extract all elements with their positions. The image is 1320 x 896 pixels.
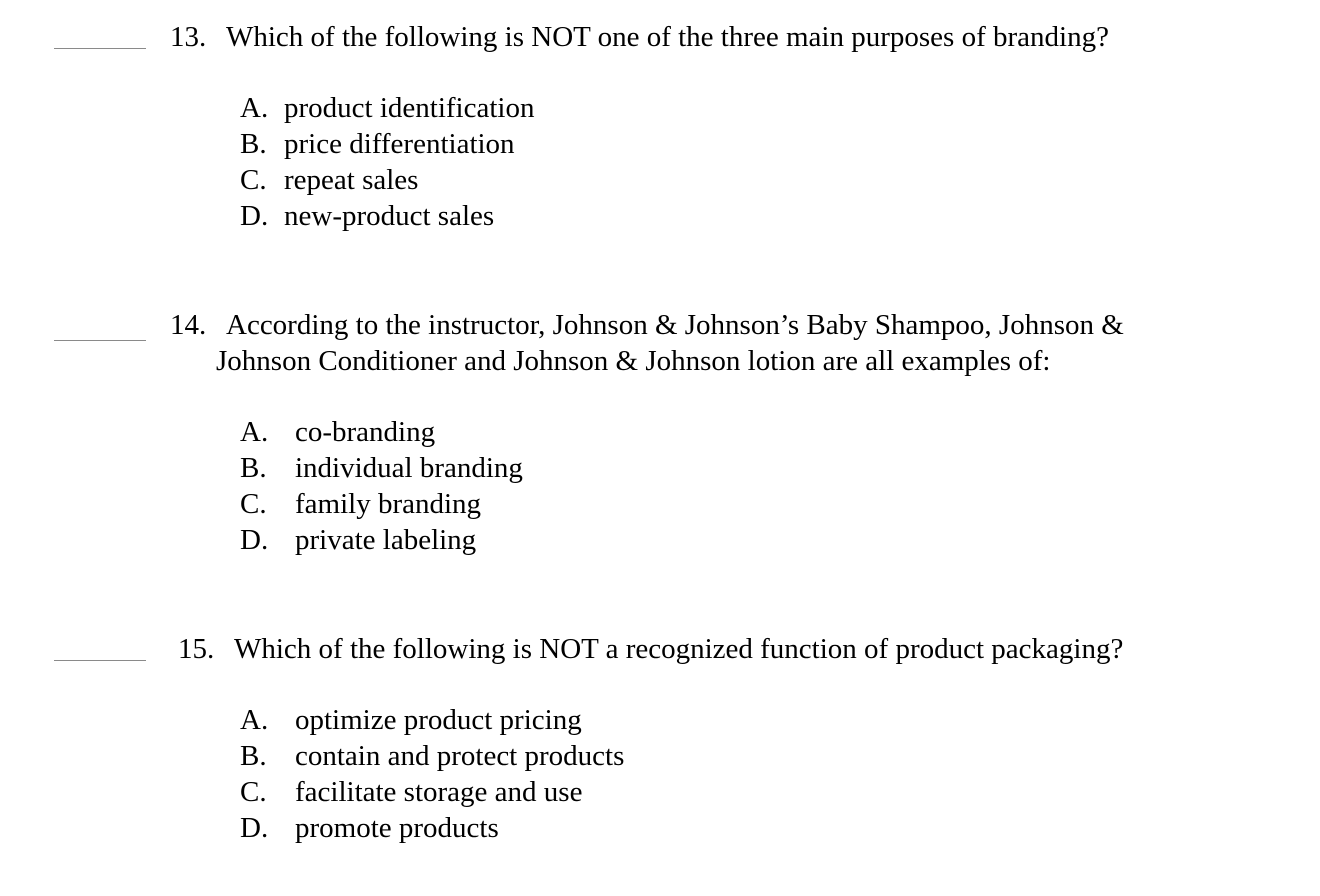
option-a	[240, 414, 435, 450]
question-text-line-2: Johnson Conditioner and Johnson & Johnson lotion are all examples of:	[216, 345, 1051, 377]
option-d	[240, 810, 499, 846]
question-number: 14.	[170, 309, 207, 341]
option-letter: D.	[240, 812, 269, 844]
answer-blank-15[interactable]	[54, 660, 146, 661]
option-text: facilitate storage and use	[295, 776, 583, 808]
option-text: contain and protect products	[295, 740, 625, 772]
option-letter: A.	[240, 92, 269, 124]
answer-blank-13[interactable]	[54, 48, 146, 49]
option-letter: A.	[240, 704, 269, 736]
option-text: family branding	[295, 488, 482, 520]
option-text: repeat sales	[284, 164, 419, 196]
question-number: 13.	[170, 21, 207, 53]
option-b	[240, 738, 624, 774]
option-text: individual branding	[295, 452, 523, 484]
option-b	[240, 450, 523, 486]
question-text: Which of the following is NOT one of the three main purposes of branding?	[226, 21, 1109, 53]
option-d	[240, 522, 476, 558]
option-text: promote products	[295, 812, 499, 844]
option-c	[240, 162, 418, 198]
question-number: 15.	[178, 633, 215, 665]
option-c	[240, 486, 481, 522]
option-letter: C.	[240, 164, 267, 196]
option-letter: C.	[240, 488, 267, 520]
option-b	[240, 126, 515, 162]
question-text: Which of the following is NOT a recognized function of product packaging?	[234, 633, 1124, 665]
question-text-line-1: According to the instructor, Johnson & Johnson’s Baby Shampoo, Johnson &	[226, 309, 1124, 341]
option-letter: D.	[240, 524, 269, 556]
option-letter: B.	[240, 452, 267, 484]
option-text: optimize product pricing	[295, 704, 582, 736]
option-letter: A.	[240, 416, 269, 448]
option-text: co-branding	[295, 416, 436, 448]
option-text: private labeling	[295, 524, 477, 556]
option-text: product identification	[284, 92, 535, 124]
option-c	[240, 774, 582, 810]
option-text: new-product sales	[284, 200, 495, 232]
option-letter: C.	[240, 776, 267, 808]
option-text: price differentiation	[284, 128, 515, 160]
option-letter: B.	[240, 740, 267, 772]
option-a	[240, 90, 534, 126]
option-a	[240, 702, 582, 738]
option-d	[240, 198, 494, 234]
option-letter: B.	[240, 128, 267, 160]
answer-blank-14[interactable]	[54, 340, 146, 341]
option-letter: D.	[240, 200, 269, 232]
